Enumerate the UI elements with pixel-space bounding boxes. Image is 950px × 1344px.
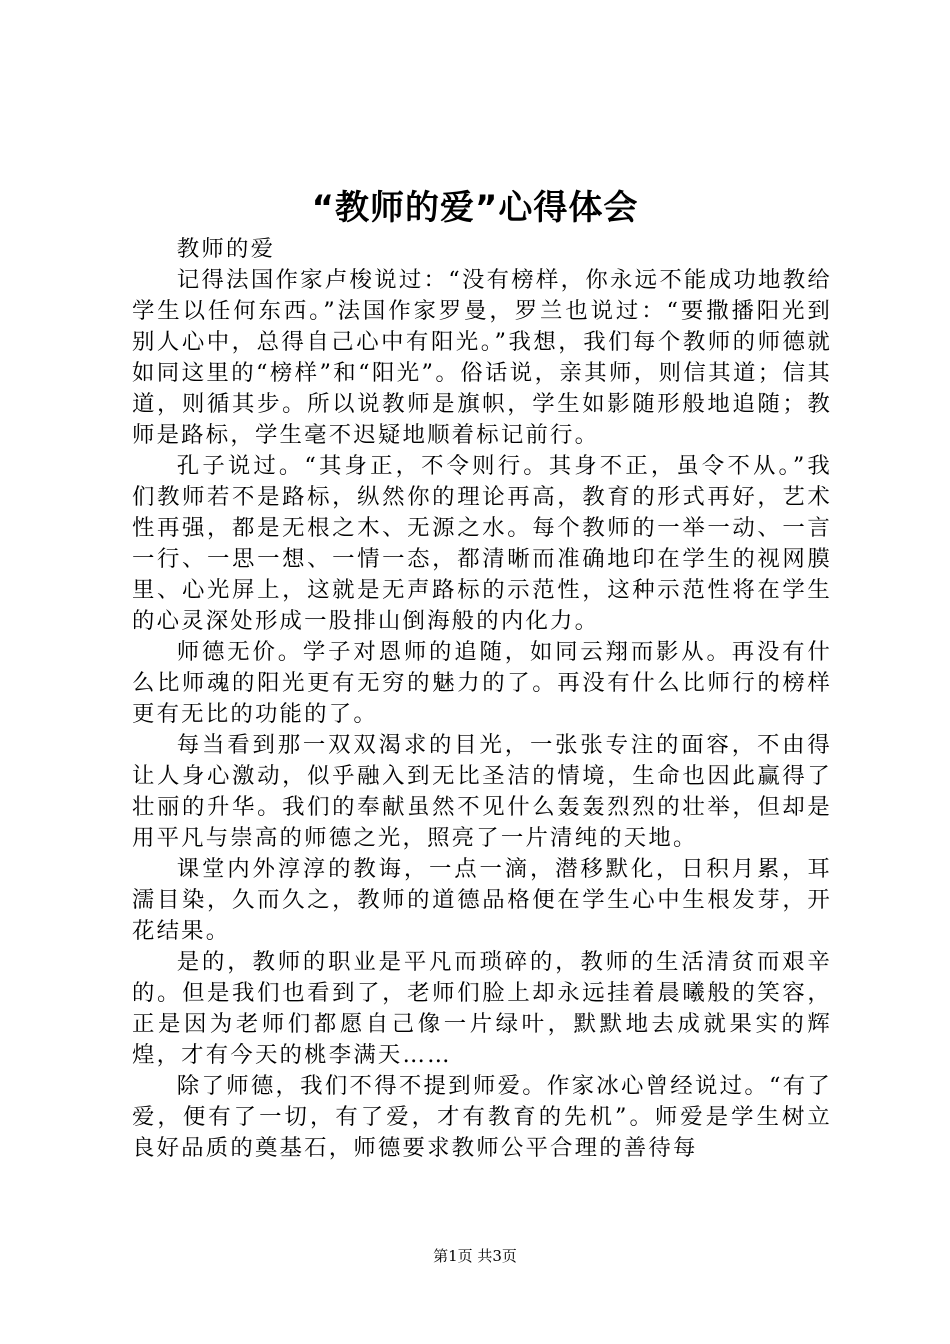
paragraph: 孔子说过。“其身正，不令则行。其身不正，虽令不从。”我们教师若不是路标，纵然你的理论再高，教育的形式再好，艺术性再强，都是无根之木、无源之水。每个教师的一举一动、一言一行、一思一想、一情一态，都清晰而准确地印在学生的视网膜里、心光屏上，这就是无声路标的示范性，这种示范性将在学生的心灵深处形成一股排山倒海般的内化力。 bbox=[132, 453, 832, 634]
paragraph: 是的，教师的职业是平凡而琐碎的，教师的生活清贫而艰辛的。但是我们也看到了，老师们脸上却永远挂着晨曦般的笑容，正是因为老师们都愿自己像一片绿叶，默默地去成就果实的辉煌，才有今天的桃李满天…… bbox=[132, 949, 832, 1068]
paragraph: 除了师德，我们不得不提到师爱。作家冰心曾经说过。“有了爱，便有了一切，有了爱，才有教育的先机”。师爱是学生树立良好品质的奠基石，师德要求教师公平合理的善待每 bbox=[132, 1073, 832, 1161]
paragraph: 每当看到那一双双渴求的目光，一张张专注的面容，不由得让人身心激动，似乎融入到无比圣洁的情境，生命也因此赢得了壮丽的升华。我们的奉献虽然不见什么轰轰烈烈的壮举，但却是用平凡与崇高的师德之光，照亮了一片清纯的天地。 bbox=[132, 732, 832, 851]
paragraph: 记得法国作家卢梭说过：“没有榜样，你永远不能成功地教给学生以任何东西。”法国作家罗曼，罗兰也说过：“要撒播阳光到别人心中，总得自己心中有阳光。”我想，我们每个教师的师德就如同这里的“榜样”和“阳光”。俗话说，亲其师，则信其道；信其道，则循其步。所以说教师是旗帜，学生如影随形般地追随；教师是路标，学生毫不迟疑地顺着标记前行。 bbox=[132, 267, 832, 448]
paragraph: 师德无价。学子对恩师的追随，如同云翔而影从。再没有什么比师魂的阳光更有无穷的魅力的了。再没有什么比师行的榜样更有无比的功能的了。 bbox=[132, 639, 832, 727]
document-body bbox=[132, 234, 832, 1164]
section-heading: 教师的爱 bbox=[176, 236, 276, 262]
paragraph: 课堂内外淳淳的教诲，一点一滴，潜移默化，日积月累，耳濡目染，久而久之，教师的道德品格便在学生心中生根发芽，开花结果。 bbox=[132, 856, 832, 944]
document-title: “教师的爱”心得体会 bbox=[311, 188, 639, 228]
page-number-footer: 第1页 共3页 bbox=[433, 1247, 517, 1265]
